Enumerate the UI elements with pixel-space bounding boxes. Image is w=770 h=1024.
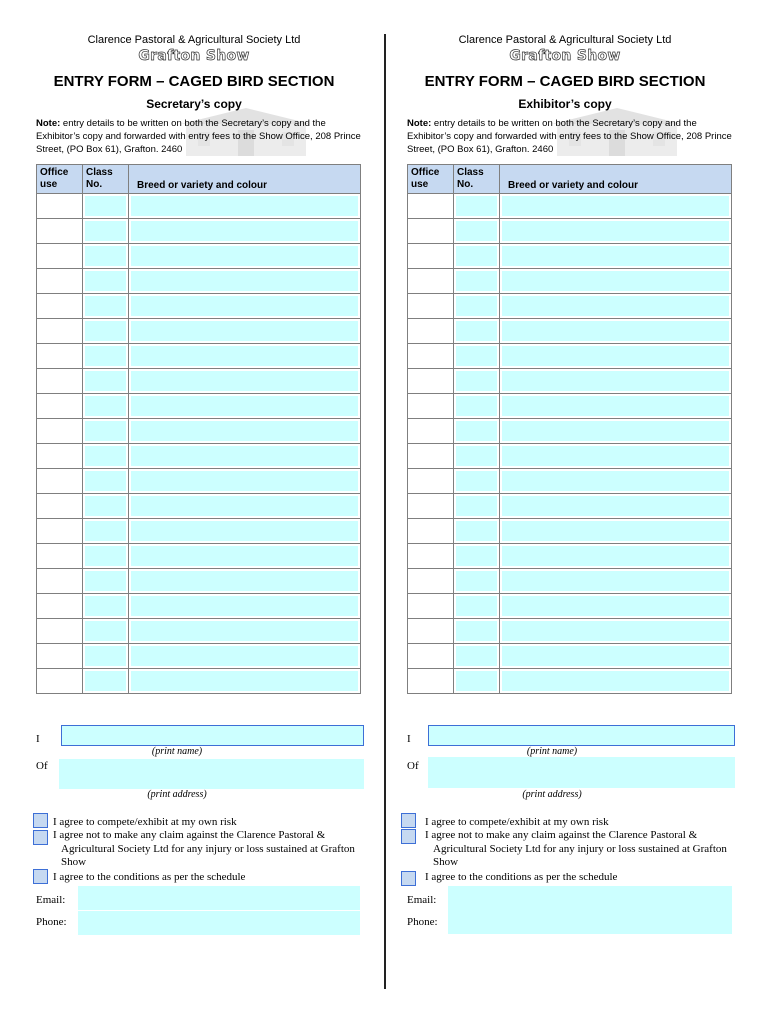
- table-row: [408, 569, 732, 594]
- office-use-cell: [37, 194, 83, 219]
- class-no-field-fill[interactable]: [456, 496, 497, 516]
- breed-field[interactable]: [129, 244, 361, 269]
- table-row: [408, 619, 732, 644]
- breed-field-fill[interactable]: [131, 196, 358, 216]
- breed-field-fill[interactable]: [502, 421, 729, 441]
- breed-field-fill[interactable]: [502, 246, 729, 266]
- office-use-cell: [37, 394, 83, 419]
- breed-field-fill[interactable]: [502, 496, 729, 516]
- table-row: [408, 369, 732, 394]
- class-no-field-fill[interactable]: [85, 646, 126, 666]
- breed-field[interactable]: [129, 519, 361, 544]
- breed-field-fill[interactable]: [502, 396, 729, 416]
- breed-field[interactable]: [500, 269, 732, 294]
- risk-declaration: I agree to compete/exhibit at my own risk: [425, 816, 609, 828]
- office-use-cell: [37, 344, 83, 369]
- table-row: [408, 294, 732, 319]
- no-claim-checkbox[interactable]: [33, 830, 48, 845]
- class-no-field-fill[interactable]: [85, 471, 126, 491]
- table-row: [408, 394, 732, 419]
- breed-field-fill[interactable]: [131, 421, 358, 441]
- breed-field-fill[interactable]: [502, 271, 729, 291]
- office-use-cell: [408, 394, 454, 419]
- class-no-field-fill[interactable]: [85, 571, 126, 591]
- note-label: Note:: [407, 118, 432, 129]
- breed-field[interactable]: [500, 369, 732, 394]
- breed-field-fill[interactable]: [131, 646, 358, 666]
- class-no-field[interactable]: [83, 344, 129, 369]
- class-no-field-fill[interactable]: [456, 646, 497, 666]
- breed-field-fill[interactable]: [131, 446, 358, 466]
- class-no-field[interactable]: [83, 294, 129, 319]
- form-title: ENTRY FORM – CAGED BIRD SECTION: [424, 73, 706, 90]
- class-no-header: Class No.: [83, 165, 129, 194]
- class-no-field-fill[interactable]: [456, 396, 497, 416]
- class-no-field-fill[interactable]: [85, 521, 126, 541]
- office-use-cell: [37, 544, 83, 569]
- class-no-field[interactable]: [83, 469, 129, 494]
- class-no-field-fill[interactable]: [85, 621, 126, 641]
- class-no-field-fill[interactable]: [456, 596, 497, 616]
- office-use-cell: [408, 569, 454, 594]
- breed-field-fill[interactable]: [502, 521, 729, 541]
- breed-field[interactable]: [500, 494, 732, 519]
- email-field[interactable]: [448, 886, 732, 910]
- class-no-field[interactable]: [454, 669, 500, 694]
- breed-field[interactable]: [129, 269, 361, 294]
- breed-field[interactable]: [129, 294, 361, 319]
- breed-field-fill[interactable]: [502, 546, 729, 566]
- class-no-field[interactable]: [454, 619, 500, 644]
- office-use-cell: [408, 669, 454, 694]
- risk-checkbox[interactable]: [33, 813, 48, 828]
- table-row: [37, 294, 361, 319]
- conditions-declaration: I agree to the conditions as per the schedule: [53, 871, 246, 883]
- office-use-cell: [37, 244, 83, 269]
- class-no-field[interactable]: [83, 394, 129, 419]
- office-use-cell: [37, 294, 83, 319]
- class-no-field-fill[interactable]: [85, 196, 126, 216]
- breed-header: Breed or variety and colour: [500, 165, 732, 194]
- office-use-cell: [408, 244, 454, 269]
- table-row: [408, 419, 732, 444]
- class-no-field-fill[interactable]: [456, 196, 497, 216]
- print-address-field[interactable]: [428, 757, 735, 788]
- class-no-field-fill[interactable]: [85, 546, 126, 566]
- breed-field[interactable]: [500, 544, 732, 569]
- table-row: [37, 594, 361, 619]
- breed-field-fill[interactable]: [502, 296, 729, 316]
- print-address-hint: (print address): [147, 789, 207, 800]
- breed-field[interactable]: [500, 444, 732, 469]
- office-use-cell: [408, 294, 454, 319]
- class-no-field-fill[interactable]: [85, 496, 126, 516]
- class-no-field-fill[interactable]: [456, 621, 497, 641]
- office-use-cell: [408, 444, 454, 469]
- class-no-field-fill[interactable]: [85, 421, 126, 441]
- table-row: [408, 194, 732, 219]
- class-no-field-fill[interactable]: [85, 371, 126, 391]
- breed-field-fill[interactable]: [131, 546, 358, 566]
- class-no-field[interactable]: [83, 494, 129, 519]
- class-no-field[interactable]: [454, 419, 500, 444]
- class-no-field[interactable]: [454, 219, 500, 244]
- email-label: Email:: [407, 894, 437, 906]
- table-header-row: [408, 165, 732, 194]
- class-no-field-fill[interactable]: [456, 246, 497, 266]
- breed-field-fill[interactable]: [502, 596, 729, 616]
- table-row: [37, 394, 361, 419]
- class-no-field[interactable]: [454, 344, 500, 369]
- conditions-declaration: I agree to the conditions as per the schedule: [425, 871, 618, 883]
- class-no-field[interactable]: [454, 644, 500, 669]
- breed-field-fill[interactable]: [502, 221, 729, 241]
- email-field[interactable]: [78, 886, 360, 910]
- class-no-field[interactable]: [454, 544, 500, 569]
- class-no-field[interactable]: [83, 244, 129, 269]
- class-no-field[interactable]: [83, 669, 129, 694]
- class-no-field[interactable]: [454, 469, 500, 494]
- breed-field[interactable]: [500, 469, 732, 494]
- risk-checkbox[interactable]: [401, 813, 416, 828]
- print-name-hint: (print name): [526, 746, 578, 757]
- table-row: [408, 644, 732, 669]
- office-use-cell: [408, 519, 454, 544]
- class-no-field[interactable]: [83, 219, 129, 244]
- print-name-field[interactable]: [61, 725, 364, 746]
- class-no-field-fill[interactable]: [456, 546, 497, 566]
- class-no-field[interactable]: [83, 444, 129, 469]
- of-label: Of: [407, 760, 419, 772]
- breed-field[interactable]: [500, 194, 732, 219]
- breed-field[interactable]: [500, 519, 732, 544]
- breed-field-fill[interactable]: [131, 296, 358, 316]
- class-no-field[interactable]: [454, 519, 500, 544]
- copy-label: Secretary’s copy: [146, 97, 242, 111]
- breed-field-fill[interactable]: [131, 221, 358, 241]
- table-header-row: [37, 165, 361, 194]
- table-row: [408, 444, 732, 469]
- table-row: [408, 494, 732, 519]
- class-no-field[interactable]: [454, 194, 500, 219]
- table-row: [37, 344, 361, 369]
- office-use-cell: [37, 319, 83, 344]
- table-row: [408, 519, 732, 544]
- office-use-cell: [37, 619, 83, 644]
- table-row: [37, 544, 361, 569]
- office-use-cell: [37, 419, 83, 444]
- table-row: [37, 669, 361, 694]
- class-no-header: Class No.: [454, 165, 500, 194]
- breed-field[interactable]: [129, 594, 361, 619]
- breed-field[interactable]: [129, 569, 361, 594]
- note-text: entry details to be written on both the Secretary’s copy and the Exhibitor’s copy and forwarded with entry fees to the Show Office, 208 Prince Street, (PO Box 61), Grafton. 2460: [36, 118, 361, 155]
- office-use-cell: [408, 644, 454, 669]
- breed-field[interactable]: [500, 244, 732, 269]
- class-no-field[interactable]: [83, 644, 129, 669]
- breed-field[interactable]: [129, 219, 361, 244]
- print-address-field[interactable]: [59, 759, 364, 789]
- entry-note: [36, 117, 361, 156]
- breed-field[interactable]: [129, 469, 361, 494]
- breed-field-fill[interactable]: [131, 346, 358, 366]
- class-no-field[interactable]: [83, 544, 129, 569]
- society-name: Clarence Pastoral & Agricultural Society Ltd: [458, 34, 672, 46]
- breed-field-fill[interactable]: [131, 621, 358, 641]
- class-no-field[interactable]: [454, 494, 500, 519]
- class-no-field[interactable]: [83, 194, 129, 219]
- class-no-field[interactable]: [454, 594, 500, 619]
- class-no-field-fill[interactable]: [85, 346, 126, 366]
- breed-field[interactable]: [129, 369, 361, 394]
- breed-field[interactable]: [500, 644, 732, 669]
- breed-field[interactable]: [500, 319, 732, 344]
- class-no-field[interactable]: [83, 519, 129, 544]
- table-row: [37, 644, 361, 669]
- breed-field-fill[interactable]: [131, 596, 358, 616]
- i-label: I: [36, 733, 40, 745]
- table-row: [37, 519, 361, 544]
- table-row: [408, 594, 732, 619]
- office-use-cell: [37, 444, 83, 469]
- society-name: Clarence Pastoral & Agricultural Society Ltd: [87, 34, 301, 46]
- risk-declaration: I agree to compete/exhibit at my own risk: [53, 816, 237, 828]
- table-row: [37, 194, 361, 219]
- class-no-field[interactable]: [83, 619, 129, 644]
- breed-field[interactable]: [129, 319, 361, 344]
- class-no-field-fill[interactable]: [456, 221, 497, 241]
- office-use-cell: [37, 219, 83, 244]
- breed-field[interactable]: [500, 419, 732, 444]
- class-no-field[interactable]: [454, 319, 500, 344]
- show-name: Grafton Show: [509, 48, 621, 64]
- breed-field[interactable]: [129, 544, 361, 569]
- class-no-field[interactable]: [454, 369, 500, 394]
- breed-field-fill[interactable]: [131, 396, 358, 416]
- office-use-cell: [408, 219, 454, 244]
- office-use-cell: [37, 644, 83, 669]
- office-use-cell: [408, 469, 454, 494]
- office-use-cell: [408, 269, 454, 294]
- breed-field[interactable]: [129, 394, 361, 419]
- class-no-field-fill[interactable]: [85, 221, 126, 241]
- phone-label: Phone:: [407, 916, 438, 928]
- class-no-field[interactable]: [83, 594, 129, 619]
- office-use-cell: [408, 419, 454, 444]
- class-no-field[interactable]: [454, 394, 500, 419]
- table-row: [37, 569, 361, 594]
- office-use-cell: [408, 619, 454, 644]
- table-row: [37, 469, 361, 494]
- table-row: [408, 319, 732, 344]
- table-row: [408, 544, 732, 569]
- breed-field-fill[interactable]: [502, 346, 729, 366]
- conditions-checkbox[interactable]: [401, 871, 416, 886]
- office-use-cell: [37, 569, 83, 594]
- class-no-field[interactable]: [83, 269, 129, 294]
- table-row: [37, 219, 361, 244]
- office-use-header: Office use: [408, 165, 454, 194]
- phone-field[interactable]: [448, 910, 732, 934]
- class-no-field[interactable]: [454, 269, 500, 294]
- entries-table: [407, 164, 732, 694]
- class-no-field[interactable]: [83, 369, 129, 394]
- class-no-field-fill[interactable]: [456, 671, 497, 691]
- class-no-field-fill[interactable]: [456, 346, 497, 366]
- breed-field-fill[interactable]: [502, 621, 729, 641]
- class-no-field[interactable]: [83, 319, 129, 344]
- breed-field-fill[interactable]: [131, 271, 358, 291]
- breed-field[interactable]: [500, 669, 732, 694]
- breed-field[interactable]: [129, 194, 361, 219]
- breed-field-fill[interactable]: [131, 371, 358, 391]
- breed-field-fill[interactable]: [131, 246, 358, 266]
- class-no-field[interactable]: [454, 294, 500, 319]
- breed-field[interactable]: [129, 494, 361, 519]
- table-row: [408, 344, 732, 369]
- office-use-cell: [37, 669, 83, 694]
- class-no-field[interactable]: [83, 419, 129, 444]
- breed-field[interactable]: [129, 419, 361, 444]
- class-no-field-fill[interactable]: [456, 321, 497, 341]
- breed-field[interactable]: [129, 669, 361, 694]
- show-name: Grafton Show: [138, 48, 250, 64]
- no-claim-checkbox[interactable]: [401, 829, 416, 844]
- email-label: Email:: [36, 894, 66, 906]
- center-divider: [384, 34, 386, 989]
- breed-field-fill[interactable]: [131, 671, 358, 691]
- breed-field-fill[interactable]: [502, 446, 729, 466]
- breed-field[interactable]: [129, 619, 361, 644]
- breed-field-fill[interactable]: [131, 571, 358, 591]
- breed-field[interactable]: [500, 619, 732, 644]
- breed-field-fill[interactable]: [131, 521, 358, 541]
- office-use-cell: [408, 544, 454, 569]
- breed-field-fill[interactable]: [502, 646, 729, 666]
- class-no-field-fill[interactable]: [456, 421, 497, 441]
- phone-field[interactable]: [78, 911, 360, 935]
- breed-field[interactable]: [500, 219, 732, 244]
- breed-field[interactable]: [129, 444, 361, 469]
- class-no-field-fill[interactable]: [85, 296, 126, 316]
- breed-field-fill[interactable]: [502, 196, 729, 216]
- breed-header: Breed or variety and colour: [129, 165, 361, 194]
- office-use-cell: [37, 269, 83, 294]
- no-claim-declaration: I agree not to make any claim against the Clarence Pastoral & Agricultural Society Ltd for any injury or loss sustained at Grafton Show: [425, 829, 727, 868]
- breed-field[interactable]: [129, 344, 361, 369]
- office-use-cell: [408, 369, 454, 394]
- table-row: [37, 319, 361, 344]
- office-use-cell: [408, 319, 454, 344]
- table-row: [37, 269, 361, 294]
- breed-field-fill[interactable]: [131, 496, 358, 516]
- form-title: ENTRY FORM – CAGED BIRD SECTION: [53, 73, 335, 90]
- class-no-field-fill[interactable]: [456, 271, 497, 291]
- table-row: [37, 419, 361, 444]
- breed-field-fill[interactable]: [131, 471, 358, 491]
- table-row: [37, 369, 361, 394]
- breed-field-fill[interactable]: [502, 371, 729, 391]
- table-row: [408, 219, 732, 244]
- class-no-field-fill[interactable]: [456, 371, 497, 391]
- breed-field[interactable]: [129, 644, 361, 669]
- breed-field-fill[interactable]: [502, 471, 729, 491]
- office-use-cell: [408, 194, 454, 219]
- office-use-header: Office use: [37, 165, 83, 194]
- breed-field-fill[interactable]: [502, 671, 729, 691]
- copy-label: Exhibitor’s copy: [518, 97, 612, 111]
- phone-label: Phone:: [36, 916, 67, 928]
- entry-note: [407, 117, 732, 156]
- class-no-field[interactable]: [454, 244, 500, 269]
- office-use-cell: [37, 594, 83, 619]
- office-use-cell: [37, 494, 83, 519]
- class-no-field-fill[interactable]: [456, 446, 497, 466]
- breed-field[interactable]: [500, 594, 732, 619]
- breed-field-fill[interactable]: [502, 571, 729, 591]
- of-label: Of: [36, 760, 48, 772]
- note-text: entry details to be written on both the Secretary’s copy and the Exhibitor’s copy and forwarded with entry fees to the Show Office, 208 Prince Street, (PO Box 61), Grafton. 2460: [407, 118, 732, 155]
- table-row: [37, 619, 361, 644]
- table-row: [408, 669, 732, 694]
- no-claim-declaration: I agree not to make any claim against the Clarence Pastoral & Agricultural Society Ltd for any injury or loss sustained at Grafton Show: [53, 829, 355, 868]
- office-use-cell: [408, 594, 454, 619]
- note-label: Note:: [36, 118, 61, 129]
- class-no-field-fill[interactable]: [85, 446, 126, 466]
- class-no-field-fill[interactable]: [456, 471, 497, 491]
- table-row: [408, 469, 732, 494]
- table-row: [37, 244, 361, 269]
- print-address-hint: (print address): [522, 789, 582, 800]
- class-no-field-fill[interactable]: [85, 321, 126, 341]
- table-row: [37, 444, 361, 469]
- office-use-cell: [408, 494, 454, 519]
- i-label: I: [407, 733, 411, 745]
- breed-field-fill[interactable]: [502, 321, 729, 341]
- conditions-checkbox[interactable]: [33, 869, 48, 884]
- class-no-field-fill[interactable]: [85, 671, 126, 691]
- print-name-hint: (print name): [151, 746, 203, 757]
- breed-field[interactable]: [500, 294, 732, 319]
- office-use-cell: [37, 469, 83, 494]
- class-no-field-fill[interactable]: [456, 521, 497, 541]
- table-row: [408, 269, 732, 294]
- office-use-cell: [37, 519, 83, 544]
- office-use-cell: [37, 369, 83, 394]
- class-no-field-fill[interactable]: [85, 596, 126, 616]
- class-no-field-fill[interactable]: [456, 571, 497, 591]
- breed-field[interactable]: [500, 569, 732, 594]
- breed-field[interactable]: [500, 394, 732, 419]
- class-no-field[interactable]: [83, 569, 129, 594]
- class-no-field-fill[interactable]: [85, 271, 126, 291]
- entries-table: [36, 164, 361, 694]
- class-no-field-fill[interactable]: [456, 296, 497, 316]
- table-row: [408, 244, 732, 269]
- class-no-field-fill[interactable]: [85, 246, 126, 266]
- breed-field-fill[interactable]: [131, 321, 358, 341]
- office-use-cell: [408, 344, 454, 369]
- class-no-field-fill[interactable]: [85, 396, 126, 416]
- table-row: [37, 494, 361, 519]
- print-name-field[interactable]: [428, 725, 735, 746]
- class-no-field[interactable]: [454, 444, 500, 469]
- breed-field[interactable]: [500, 344, 732, 369]
- class-no-field[interactable]: [454, 569, 500, 594]
